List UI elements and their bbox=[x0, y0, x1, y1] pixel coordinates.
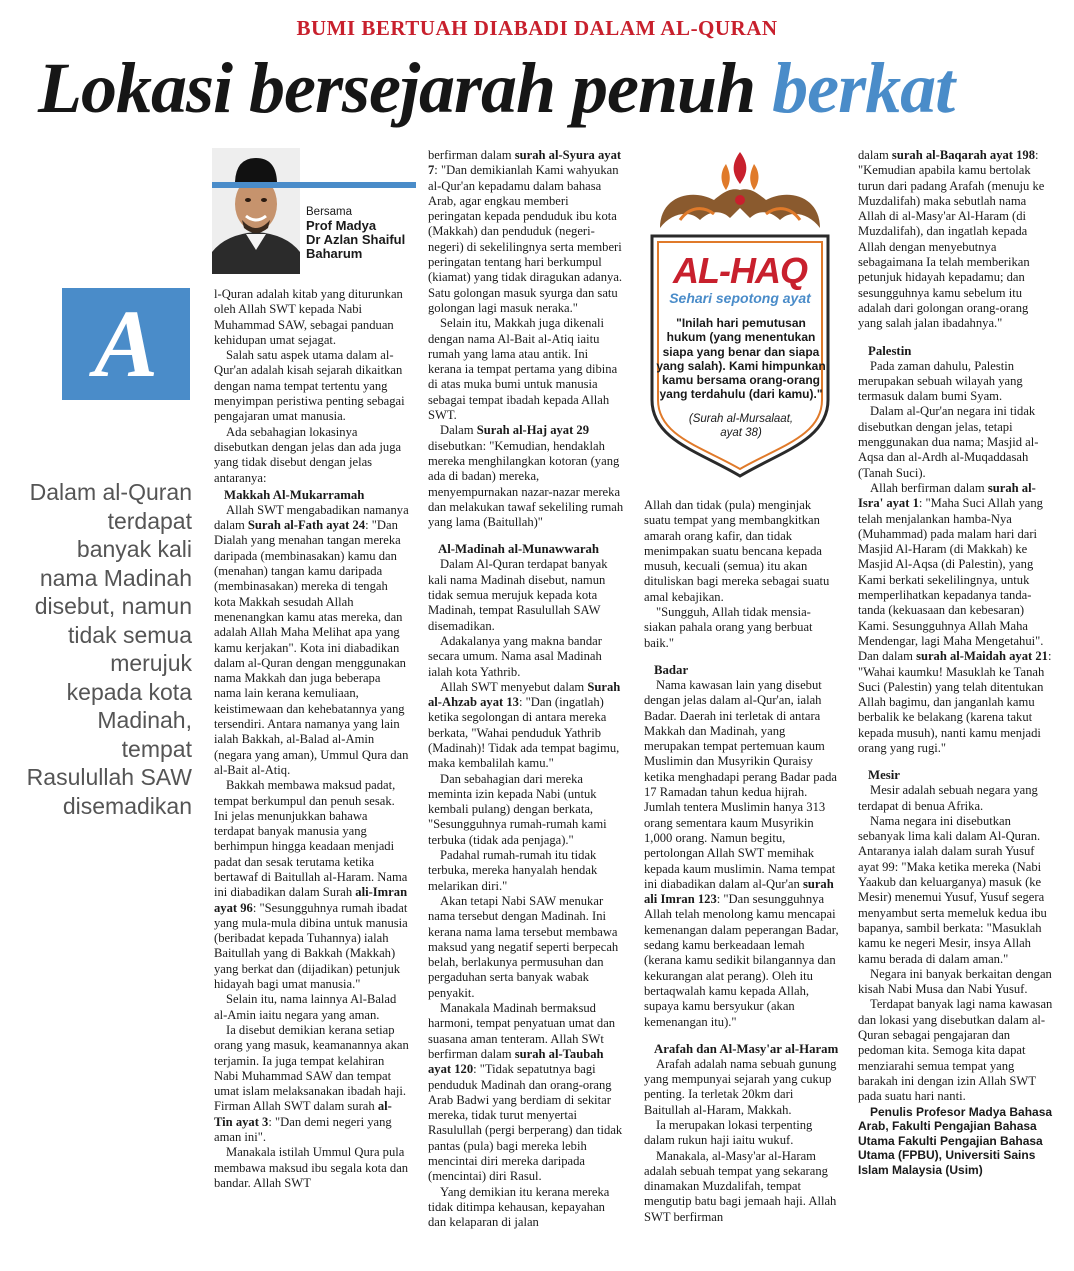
column-3 bbox=[644, 498, 840, 1225]
text: Ia disebut demikian kerana setiap orang yang masuk, keamanannya akan terjamin. Ia juga tempat kelahiran Nabi Muhammad SAW dan tempat umat islam melaksanakan ibadah haji. Firman Allah SWT dalam surah bbox=[214, 1022, 409, 1114]
text: : "Kemudian apabila kamu bertolak turun dari padang Arafah (menuju ke Muzdalifah) maka sebutlah nama Allah di al-Masy'ar Al-Haram (di Muzdalifah), dan ingatlah kepada Allah dengan menyebutnya sebagaimana Ia telah memberikan petunjuk hidayah kepadamu; dan sesungguhnya kamu sebelum itu adalah dari golongan orang-orang yang salah jalan ibadahnya." bbox=[858, 148, 1045, 331]
byline-rule bbox=[212, 182, 416, 188]
pull-quote bbox=[16, 478, 192, 820]
al-haq-subtitle: Sehari sepotong ayat bbox=[669, 290, 811, 306]
paragraph: Selain itu, Makkah juga dikenali dengan nama Al-Bait al-Atiq iaitu rumah yang lama atau antik. Ini kerana ia tempat pertama yang dibina di atas muka bumi untuk manusia sebagai tempat ibadah kepada Allah SWT. bbox=[428, 316, 618, 423]
al-haq-title: AL-HAQ bbox=[673, 250, 807, 291]
paragraph bbox=[214, 503, 410, 778]
subheading-makkah: Makkah Al-Mukarramah bbox=[224, 487, 365, 502]
pull-quote-line: kepada kota bbox=[66, 678, 192, 705]
paragraph: Ada sebahagian lokasinya disebutkan dengan jelas dan ada juga yang tidak disebut dengan jelas antaranya: bbox=[214, 424, 402, 485]
pull-quote-line: banyak kali bbox=[76, 536, 192, 562]
paragraph: Padahal rumah-rumah itu tidak terbuka, mereka hanyalah hendak melarikan diri." bbox=[428, 848, 598, 893]
text: disebutkan: "Kemudian, hendaklah mereka menghilangkan kotoran (yang ada di badan) mereka, menyempurnakan nazar-nazar mereka dan melakukan tawaf sekeliling rumah yang lama (Baitullah)" bbox=[428, 438, 624, 530]
paragraph bbox=[214, 778, 410, 992]
author-credit: Penulis Profesor Madya Bahasa Arab, Fakulti Pengajian Bahasa Utama Fakulti Pengajian Bahasa Utama (FPBU), Universiti Sains Islam Malaysia (Usim) bbox=[858, 1104, 1053, 1177]
column-4 bbox=[858, 148, 1054, 1177]
subheading-arafah: Arafah dan Al-Masy'ar al-Haram bbox=[654, 1041, 839, 1056]
text: : "Dan demikianlah Kami wahyukan al-Qur'an kepadamu dalam bahasa Arab, agar engkau memberi peringatan kepada penduduk ibu kota (Makkah) dan penduduk (negeri-negeri) di sekelilingnya serta memberi peringatan tentang hari berkumpul (kiamat) yang tidak diragukan adanya. Satu golongan masuk syurga dan satu golongan lagi masuk neraka." bbox=[428, 163, 623, 315]
text: berfirman dalam bbox=[428, 148, 515, 162]
text: : "Wahai kaumku! Masuklah ke Tanah Suci (Palestin) yang telah ditentukan Allah bagimu, dan janganlah kamu berbalik ke belakang (karena takut kepada musuh), nanti kamu menjadi orang yang rugi." bbox=[858, 649, 1052, 755]
text: : "Sesungguhnya rumah ibadat yang mula-mula dibina untuk manusia (beribadat kepada Tuhannya) ialah Baitullah yang di Bakkah (Makkah) yang berkat dan (dijadikan) petunjuk hidayah bagi umat manusia." bbox=[214, 900, 408, 992]
text: : "Dan sesungguhnya Allah telah menolong kamu mencapai kemenangan dalam peperangan Badar, sedang kamu berkeadaan lemah (kerana kamu sedikit bilangannya dan kekurangan alat perang). Oleh itu bertaqwalah kamu kepada Allah, supaya kamu bersyukur (akan kemenangan itu)." bbox=[644, 892, 839, 1029]
text: dalam bbox=[858, 148, 892, 162]
pull-quote-line: tempat bbox=[121, 735, 192, 762]
column-1 bbox=[214, 287, 410, 1191]
paragraph: Terdapat banyak lagi nama kawasan dan lokasi yang disebutkan dalam al-Quran sebagai pengajaran dan pedoman kita. Semoga kita dapat menziarahi semua tempat yang barakah ini dengan izin Allah SWT pada suatu hari nanti. bbox=[858, 997, 1053, 1104]
text: Dalam bbox=[440, 423, 477, 438]
headline-accent: berkat bbox=[772, 48, 955, 128]
byline bbox=[306, 205, 405, 261]
paragraph: Dalam Al-Quran terdapat banyak kali nama Madinah disebut, namun tidak semua merujuk kepada kota Madinah, tempat Rasulullah SAW disemadikan. bbox=[428, 557, 608, 633]
paragraph bbox=[428, 423, 624, 530]
paragraph: Nama negara ini disebutkan sebanyak lima kali dalam Al-Quran. Antaranya ialah dalam surah Yusuf ayat 99: "Maka ketika mereka (Nabi Yaakub dan keluarganya) masuk (ke Mesir) menemui Yusuf, Yusuf segera menyambut serta memeluk kedua ibu bapanya, sambil berkata: "Masuklah kamu ke negeri Mesir, insya Allah kamu berada di dalam aman." bbox=[858, 813, 1047, 966]
paragraph: Manakala istilah Ummul Qura pula membawa maksud ibu segala kota dan bandar. Allah SWT bbox=[214, 1145, 409, 1190]
paragraph bbox=[858, 148, 1054, 332]
verse-ref: surah al-Syura ayat 7 bbox=[428, 148, 622, 178]
pull-quote-line: nama Madinah bbox=[39, 564, 192, 591]
section-kicker: BUMI BERTUAH DIABADI DALAM AL-QURAN bbox=[296, 16, 778, 40]
paragraph bbox=[428, 1001, 624, 1185]
pull-quote-line: merujuk bbox=[110, 650, 192, 676]
text: : "Dan Dialah yang menahan tangan mereka daripada (membinasakan) kamu dan (menahan) tangan kamu daripada (membinasakan) mereka di tengah kota Makkah sesudah Allah menenangkan kamu atas mereka, dan adalah Allah Maha Melihat apa yang kamu kerjakan". Kota ini diabadikan dalam al-Quran dengan menggunakan nama Makkah dan juga beberapa nama lain kerana kemuliaan, keistimewaan dan kehebatannya yang tersendiri. Antara namanya yang lain ialah Bakkah, al-Balad al-Amin (negara yang aman), Ummul Qura dan al-Bait al-Atiq. bbox=[214, 518, 409, 777]
paragraph: Ia merupakan lokasi terpenting dalam rukun haji iaitu wukuf. bbox=[644, 1117, 813, 1148]
text: Manakala Madinah bermaksud harmoni, tempat penyatuan umat dan suasana aman tenteram. Allah SWt berfirman dalam bbox=[428, 1001, 616, 1061]
paragraph: Dalam al-Qur'an negara ini tidak disebutkan dengan jelas, tetapi menggunakan dua nama; Masjid al-Aqsa dan al-Ardh al-Muqaddasah (Tanah Suci). bbox=[858, 404, 1039, 480]
paragraph: l-Quran adalah kitab yang diturunkan oleh Allah SWT kepada Nabi Muhammad SAW, sebagai panduan kehidupan umat sejagat. bbox=[214, 287, 403, 347]
verse-ref: surah al-Taubah ayat 120 bbox=[428, 1046, 604, 1077]
text: Allah SWT mengabadikan namanya dalam bbox=[214, 502, 409, 533]
byline-name-2: Dr Azlan Shaiful bbox=[306, 232, 406, 247]
paragraph: Negara ini banyak berkaitan dengan kisah Nabi Musa dan Nabi Yusuf. bbox=[858, 966, 1052, 997]
paragraph: Allah dan tidak (pula) menginjak suatu tempat yang membangkitkan amarah orang kafir, dan tidak menimpakan suatu bencana kepada musuh, kecuali (semua) itu akan dituliskan bagi mereka sebagai suatu amal kebajikan. bbox=[644, 498, 830, 604]
verse-citation bbox=[656, 412, 826, 440]
paragraph: Pada zaman dahulu, Palestin merupakan sebuah wilayah yang termasuk dalam bumi Syam. bbox=[858, 358, 1023, 404]
verse-ref: ali-Imran ayat 96 bbox=[214, 885, 408, 915]
verse-ref: surah al-Maidah ayat 21 bbox=[916, 649, 1048, 664]
paragraph: Adakalanya yang makna bandar secara umum. Nama asal Madinah ialah kota Yathrib. bbox=[428, 633, 602, 679]
headline bbox=[38, 44, 1048, 132]
column-2 bbox=[428, 148, 624, 1230]
paragraph: Manakala, al-Masy'ar al-Haram adalah sebuah tempat yang sekarang dinamakan Muzdalifah, tempat mengutip batu bagi jemaah haji. Allah SWT berfirman bbox=[644, 1148, 837, 1224]
paragraph: Akan tetapi Nabi SAW menukar nama tersebut dengan Madinah. Ini kerana nama lama tersebut membawa maksud yang negatif seperti berpecah belah, berlakunya permusuhan dan pergaduhan serta banyak wabak penyakit. bbox=[428, 893, 619, 1000]
pull-quote-line: disemadikan bbox=[62, 792, 192, 819]
verse-ref: surah al-Baqarah ayat 198 bbox=[891, 148, 1036, 162]
headline-main: Lokasi bersejarah penuh bbox=[38, 48, 773, 128]
pull-quote-line: Dalam al-Quran bbox=[29, 479, 192, 505]
paragraph: Dan sebahagian dari mereka meminta izin kepada Nabi (untuk kembali pulang) dengan berkata, "Sesungguhnya rumah-rumah kami terbuka (tidak ada penjaga)." bbox=[428, 771, 607, 847]
paragraph: Salah satu aspek utama dalam al-Qur'an adalah kisah sejarah dikaitkan dengan nama tempat tertentu yang menyimpan peristiwa penting sebagai pengajaran umat manusia. bbox=[214, 348, 405, 424]
paragraph bbox=[214, 1023, 410, 1145]
text: : "Dan demi negeri yang aman ini". bbox=[214, 1114, 392, 1145]
subheading-madinah: Al-Madinah al-Munawwarah bbox=[438, 542, 600, 557]
text: Allah SWT menyebut dalam bbox=[440, 679, 588, 694]
text: Bakkah membawa maksud padat, tempat berkumpul dan penuh sesak. Ini jelas menunjukkan bahawa terdapat banyak manusia yang berhimpun hingga keadaan menjadi padat dan sesak terutama ketika bertawaf di Baitullah al-Haram. Nama ini diabadikan dalam Surah bbox=[214, 778, 408, 900]
verse-ref: Surah al-Fath ayat 24 bbox=[247, 518, 366, 533]
pull-quote-line: Madinah, bbox=[97, 707, 192, 733]
verse-citation-line: (Surah al-Mursalaat, bbox=[688, 413, 794, 425]
pull-quote-line: disebut, namun bbox=[34, 593, 192, 619]
author-photo bbox=[212, 148, 300, 274]
verse-citation-line: ayat 38) bbox=[720, 427, 762, 439]
text: Nama kawasan lain yang disebut dengan jelas dalam al-Qur'an, ialah Badar. Daerah ini terletak di antara Makkah dan Madinah, yang merupakan tempat pertemuan kaum Muslimin dan Musyrikin Quraisy ketika menghadapi perang Badar pada 17 Ramadan tahun kedua hijrah. Jumlah tentera Muslimin hanya 313 orang sementara kaum Musyrikin 1,000 orang. Namun begitu, pertolongan Allah SWT memihak kepada kaum muslimin. Nama tempat ini diabadikan dalam al-Qur'an bbox=[644, 677, 838, 891]
subheading-mesir: Mesir bbox=[868, 768, 900, 783]
subheading-palestin: Palestin bbox=[868, 343, 912, 358]
text: Allah berfirman dalam bbox=[870, 480, 988, 495]
verse-ref: surah ali Imran 123 bbox=[644, 876, 834, 907]
paragraph bbox=[858, 481, 1054, 756]
paragraph bbox=[644, 678, 840, 1030]
paragraph: "Sungguh, Allah tidak mensia-siakan pahala orang yang berbuat baik." bbox=[644, 605, 813, 650]
byline-name-1: Prof Madya bbox=[306, 218, 377, 233]
pull-quote-line: tidak semua bbox=[67, 621, 192, 648]
byline-name-3: Baharum bbox=[306, 246, 363, 261]
text: : "Maha Suci Allah yang telah menjalankan hamba-Nya (Muhammad) pada malam hari dari Masjid Al-Haram (di Makkah) ke Masjid Al-Aqsa (di Palestin), yang Kami berkati sekelilingnya, untuk memperlihatkan kepadanya tanda-tanda (kekuasaan dan kebesaran) Kami. Sesungguhnya Allah Maha Mendengar, lagi Maha Mengetahui". Dan dalam bbox=[858, 496, 1044, 664]
paragraph: Selain itu, nama lainnya Al-Balad al-Amin iaitu negara yang aman. bbox=[214, 992, 397, 1022]
paragraph bbox=[428, 148, 624, 316]
verse-ref: Surah al-Ahzab ayat 13 bbox=[428, 679, 621, 710]
verse-ref: surah al-Isra' ayat 1 bbox=[858, 480, 1036, 511]
paragraph bbox=[428, 680, 624, 772]
verse-quote: "Inilah hari pemutusan hukum (yang menentukan siapa yang benar dan siapa yang salah). Kami himpunkan kamu bersama orang-orang yang terdahulu (dari kamu)." bbox=[656, 316, 826, 402]
paragraph: Arafah adalah nama sebuah gunung yang mempunyai sejarah yang cukup penting. Ia terletak 20km dari Baitullah al-Haram, Makkah. bbox=[644, 1056, 837, 1117]
text: : "Dan (ingatlah) ketika segolongan di antara mereka berkata, "Wahai penduduk Yathrib (Madinah)! Tidak ada tempat bagimu, maka kembalilah kamu." bbox=[428, 695, 620, 771]
byline-prefix: Bersama bbox=[306, 206, 353, 218]
pull-quote-line: terdapat bbox=[107, 507, 192, 534]
verse-ref: Surah al-Haj ayat 29 bbox=[476, 423, 590, 438]
drop-cap: A bbox=[62, 288, 190, 400]
paragraph: Yang demikian itu kerana mereka tidak ditimpa kehausan, kepayahan dan kelaparan di jalan bbox=[428, 1184, 610, 1230]
verse-ref: al-Tin ayat 3 bbox=[214, 1099, 392, 1129]
text: : "Tidak sepatutnya bagi penduduk Madinah dan orang-orang Arab Badwi yang berdiam di sekitar mereka, tidak turut menyertai Rasulullah (pergi berperang) dan tidak pantas (pula) bagi mereka lebih mencintai diri mereka daripada (mencintai) diri Rasul. bbox=[428, 1062, 623, 1184]
subheading-badar: Badar bbox=[654, 662, 689, 677]
paragraph: Mesir adalah sebuah negara yang terdapat di benua Afrika. bbox=[858, 783, 1038, 813]
pull-quote-line: Rasulullah SAW bbox=[26, 764, 192, 790]
